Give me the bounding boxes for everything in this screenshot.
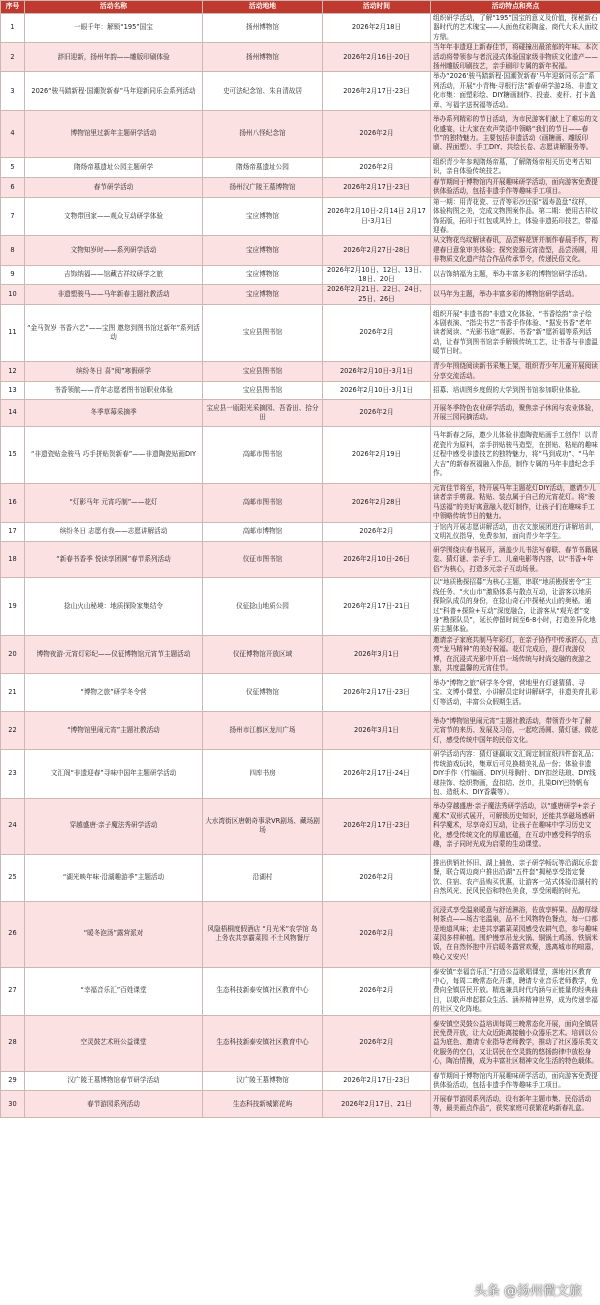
table-row xyxy=(1,197,600,236)
activity-time: 2026年2月18日 xyxy=(323,14,431,43)
activity-description: 举办“2026‘骏马踏新程·国潮贺新春’马年迎新同乐会”系列活动，开展“小青梅·寻根行法”新春研学游2场、非遗文化市集：面塑彩绘、DIY糖画制作、投壶、麦秆、打卡盖章、写福字送祝福等活动。 xyxy=(431,72,600,111)
activity-name: 2026“骏马踏新程·国潮贺新春”马年迎新同乐会系列活动 xyxy=(25,72,203,111)
watermark: 头条 @扬州微文旅 xyxy=(473,1284,582,1299)
header-name: 活动名称 xyxy=(25,1,203,14)
row-number: 22 xyxy=(1,712,25,750)
table-row xyxy=(1,265,600,285)
activity-time: 2026年2月17日-23日 xyxy=(323,1071,431,1091)
activity-description: 青少年围绕阅读新书采集上架，组织青少年儿童开展阅读分享交流活动。 xyxy=(431,362,600,382)
activity-time: 2026年2月17日-24日 xyxy=(323,750,431,798)
activity-time: 2026年2月10日-3月1日 xyxy=(323,362,431,382)
row-number: 14 xyxy=(1,399,25,426)
activity-description: 以“地质勘探招募”为核心主题，串联“地质勘探密令”主线任务、“火山市”激励体系与散点互动，让游客以地质探险队成员的身份，在捻山奇石中探秘火山的奥秘。通过“科普+探险+互动”深度融合，让游客从“观光者”变身“勘探队员”，延长停留时间至6-8小时，打造差异化地质主题体验。 xyxy=(431,578,600,635)
activity-place: 生态科技新城繁花屿 xyxy=(203,1091,323,1118)
activity-name: “暖冬泡汤”露营派对 xyxy=(25,901,203,967)
activity-description: 泰安镇空灵鼓公益培训每周三晚常态化开展，面向全镇居民免费开放，让大众近距离接触小众器乐艺术。培训以公益为底色、邀请专业指导老师教学，推动了社区器乐类文化服务的空白，又让居民在空灵鼓的悠扬韵律中放松身心，陶冶情操，成为丰富社区精神文化生活的特色载体。 xyxy=(431,1015,600,1071)
table-row xyxy=(1,1015,600,1071)
header-place: 活动地地 xyxy=(203,1,323,14)
activity-time: 2026年3月1日 xyxy=(323,635,431,674)
table-row xyxy=(1,854,600,901)
activity-description: 以马年为主题，举办丰富多彩的博物馆研学活动。 xyxy=(431,285,600,305)
activity-place: 高邮市图书馆 xyxy=(203,426,323,483)
activity-name: 隋炀帝墓遗址公园主题研学 xyxy=(25,158,203,178)
activity-description: 举办“博物馆里闹元宵”主题社教活动，带领青少年了解元宵节的来历、发展及习俗，一起吃汤圆、猜灯谜、做花灯，感受传统中国年的民俗文化。 xyxy=(431,712,600,750)
activity-place: 生态科技新泰安镇社区教育中心 xyxy=(203,1015,323,1071)
table-row xyxy=(1,72,600,111)
activity-name: “灯影马年 元宵巧制”——花灯 xyxy=(25,483,203,522)
activity-time: 2026年2月21日、22日、24日、25日、26日 xyxy=(323,285,431,305)
row-number: 28 xyxy=(1,1015,25,1071)
activity-time: 2026年2月27日-28日 xyxy=(323,236,431,265)
activity-name: 书香领航——青年志愿者图书馆职业体验 xyxy=(25,381,203,399)
activity-place: 宝应博物馆 xyxy=(203,236,323,265)
activity-time: 2026年2月17日-23日 xyxy=(323,798,431,854)
activity-description: 从文物花鸟纹解读春讯，品尝鲜花饼并制作春晨手作，构建春日意象审美体验；探究瓷器元宵造型，品尝汤圆，用非物质文化遗产结合作品传承节令，传递民俗文化。 xyxy=(431,236,600,265)
table-row xyxy=(1,522,600,542)
header-desc: 活动特点和亮点 xyxy=(431,1,600,14)
activity-place: 史可法纪念馆、朱自清故居 xyxy=(203,72,323,111)
activity-name: 文汇阁“非遗迎春”寻味中国年主题研学活动 xyxy=(25,750,203,798)
row-number: 24 xyxy=(1,798,25,854)
activity-description: 组织研学活动，了解“195”国宝的意义及价值，探秘新石器时代的艺术瑰宝——人面鱼纹彩陶盆、商代大禾人面纹方鼎。 xyxy=(431,14,600,43)
header-time: 活动时间 xyxy=(323,1,431,14)
row-number: 26 xyxy=(1,901,25,967)
activity-place: 仪征博物馆 xyxy=(203,674,323,712)
activity-description: 组织青少年参观隋炀帝墓，了解隋炀帝相关历史考古知识，亲自体验传统技艺。 xyxy=(431,158,600,178)
activity-place: 扬州博物馆 xyxy=(203,43,323,72)
activity-place: 生态科技新泰安镇社区教育中心 xyxy=(203,967,323,1015)
activity-place: 四库书房 xyxy=(203,750,323,798)
activity-name: 非遗塑骏马——马年新春主题社教活动 xyxy=(25,285,203,305)
table-row xyxy=(1,362,600,382)
activity-name: “非遗瓷贴金骏马 巧手拼贴贺新春”——非遗陶瓷贴画DIY xyxy=(25,426,203,483)
activity-time: 2026年2月17日-21日 xyxy=(323,578,431,635)
activity-time: 2026年3月1日 xyxy=(323,712,431,750)
activity-time: 2026年2月 xyxy=(323,854,431,901)
activity-description: 研学活动内容：猜灯谜赢取文汇阁定制宣纸四件套礼品；传统游戏玩转，集章后可兑换精美礼品一份；体验非遗DIY手作（竹编画、DIY贝母胸针、DIY扣丝珐琅、DIY线球挂饰、绘织物画，盘扣结、丝巾，扎染DIY巴特帆布包、造纸木、DIY香囊等）。 xyxy=(431,750,600,798)
activity-time: 2026年2月 xyxy=(323,967,431,1015)
activity-place: 隋炀帝墓遗址公园 xyxy=(203,158,323,178)
table-row xyxy=(1,285,600,305)
activity-place: 扬州博物馆 xyxy=(203,14,323,43)
row-number: 30 xyxy=(1,1091,25,1118)
activity-place: 汉广陵王墓博物馆 xyxy=(203,1071,323,1091)
activity-name: 缤纷冬日 喜“阅”寒假研学 xyxy=(25,362,203,382)
activity-description: 研学围绕庆春书展开，涵盖少儿书法写春联、春节书籍展览、猜灯谜、亲子手工、儿童电影等内容，以“书香+年俗”为核心，打造多元亲子互动场景。 xyxy=(431,542,600,578)
activity-time: 2026年2月 xyxy=(323,522,431,542)
activity-description: 沉浸式享受温泉暖意与舒适淋浴，佐放享鲜果、品醇厚绿树茶点——场古宅温泉，品不土风物特色餐点，每一口都是地道风味；走进共享霸菜菜园感受农耕气息，参与趣味菜园多样种植。围炉慢享吊龙火锅、铜锅土鸡汤、铁锅米饭，在自然怀抱中开启暖冬露营欢聚，逃离城市的喧嚣，唤心又安兴！ xyxy=(431,901,600,967)
activity-name: “湖光映年味·沿湖趣游季”主题活动 xyxy=(25,854,203,901)
activity-place: 仪征捻山地质公园 xyxy=(203,578,323,635)
activity-place: 扬州市江都区龙川广场 xyxy=(203,712,323,750)
row-number: 19 xyxy=(1,578,25,635)
activity-name: “金马贺岁 书香六艺”——宝图 邀您到图书馆过新年”系列活动 xyxy=(25,305,203,362)
activity-name: 博物夜游·元宵灯彩纪——仪征博物馆元宵节主题活动 xyxy=(25,635,203,674)
activity-place: 风隐梧桐度假酒店 “月光米”农学馆 岛上务农共享霸菜园 不土风物餐厅 xyxy=(203,901,323,967)
activity-place: 扬州汉广陵王墓博物馆 xyxy=(203,177,323,197)
activity-place: 仪征市图书馆 xyxy=(203,542,323,578)
activity-name: 缤纷冬日 志愿有我——志愿讲解活动 xyxy=(25,522,203,542)
activity-time: 2026年2月10日、12日、13日、18日、20日 xyxy=(323,265,431,285)
activity-description: 开展冬季特色农业研学活动，聚焦亲子休闲与农业体验，开展三园同摘活动。 xyxy=(431,399,600,426)
row-number: 20 xyxy=(1,635,25,674)
activity-time: 2026年2月 xyxy=(323,1015,431,1071)
activity-description: 以吉饰纳福为主题，举办丰富多彩的博物馆研学活动。 xyxy=(431,265,600,285)
activity-name: 冬季草莓采摘季 xyxy=(25,399,203,426)
activity-place: 宝应县图书馆 xyxy=(203,362,323,382)
activity-name: 博物馆里过新年主题研学活动 xyxy=(25,111,203,158)
row-number: 6 xyxy=(1,177,25,197)
activity-description: 推出供销社怀旧、湖上捕鱼、亲子研学畅玩等沿湖玩乐套餐，联合周边商户推出沿湖“五件套”揭秘享受指定餐饮、住宿、农产品购买优惠，让游客一站式体验沿湖村的自然风光、民风民俗和特色美食，享受闲暇的时光。 xyxy=(431,854,600,901)
table-row xyxy=(1,483,600,522)
row-number: 10 xyxy=(1,285,25,305)
activity-description: 于馆内开展志愿讲解活动，由衣文旅展团进行讲解培训，文明礼仪指导，免费参加，面向青少年学生。 xyxy=(431,522,600,542)
activity-time: 2026年2月17日-23日 xyxy=(323,674,431,712)
table-row xyxy=(1,750,600,798)
table-row xyxy=(1,1091,600,1118)
activity-description: 第一期：用青花瓷、豆青等彩沙还原“福寿盈盘”纹样，体验构图之美，完成文物图案作品。第二期：使用古祥纹饰拓版，拓印于红包或风铃上，体验非遗拓印技艺，带福迎春。 xyxy=(431,197,600,236)
activity-name: “博物之旅”研学冬令营 xyxy=(25,674,203,712)
table-row xyxy=(1,111,600,158)
activity-description: 举办系列精彩的节日活动，为市民游客们献上了难忘的文化盛宴，让大家在欢声笑语中领略“我们的节日——春节”的独特魅力。主要包括非遗活动（画糖画、雕版印刷、捏面塑）、手工DIY、共绘长卷、志愿讲解服务等。 xyxy=(431,111,600,158)
activity-name: “新春书香季 悦读享团圆”春节系列活动 xyxy=(25,542,203,578)
activity-time: 2026年2月 xyxy=(323,399,431,426)
activity-name: 穿越盛唐·亲子魔法秀研学活动 xyxy=(25,798,203,854)
activity-time: 2026年2月 xyxy=(323,158,431,178)
table-row xyxy=(1,542,600,578)
activity-name: 文物带回家——观众互动研学体验 xyxy=(25,197,203,236)
table-row xyxy=(1,901,600,967)
activity-time: 2026年2月10日-2月14日 2月17日-3月1日 xyxy=(323,197,431,236)
activity-description: 开展春节游园系列活动，设有新年主题市集、民俗活动等，最美画点作品”，获奖家庭可获繁花屿新春礼盒。 xyxy=(431,1091,600,1118)
activity-time: 2026年2月17日-23日 xyxy=(323,177,431,197)
row-number: 11 xyxy=(1,305,25,362)
table-row xyxy=(1,635,600,674)
activity-place: 高邮市博物馆 xyxy=(203,522,323,542)
activity-description: 当年年非遗迎上新春佳节，将碰撞出最浓郁的年味。本次活动将带领参与者沉浸式体验国家级非物质文化遗产——扬州雕版印刷技艺，亲手刷印专属的新年祝福。 xyxy=(431,43,600,72)
activity-place: 宝应县一瓯阳光采摘园、吾香田、拾分田 xyxy=(203,399,323,426)
activity-time: 2026年2月10日-3月1日 xyxy=(323,381,431,399)
table-row xyxy=(1,305,600,362)
activity-name: “博物馆里闹元宵”主题社教活动 xyxy=(25,712,203,750)
table-row xyxy=(1,578,600,635)
activity-name: 捻山火山秘境：地质探险家集结令 xyxy=(25,578,203,635)
activity-description: 组织开展“非遗书韵”非遗文化体验、“书香绘韵”亲子绘本剧表演、“指尖书艺”书香手作体验、“据发书香”老年读者阅读、“光影书途”观影、书香“新”愿祈福等系列活动，让春节到图书馆亲手解锁传统工艺，让书香与非遗温暖节日时。 xyxy=(431,305,600,362)
table-row xyxy=(1,967,600,1015)
row-number: 2 xyxy=(1,43,25,72)
activity-description: 春节期间于博物馆内开展趣味研学活动，面向游客免费提供体验活动，包括非遗手作等趣味手工项目。 xyxy=(431,177,600,197)
activity-place: 宝应县图书馆 xyxy=(203,381,323,399)
activity-name: 春节游园系列活动 xyxy=(25,1091,203,1118)
row-number: 29 xyxy=(1,1071,25,1091)
activity-name: 空灵鼓艺术班公益课堂 xyxy=(25,1015,203,1071)
table-row xyxy=(1,158,600,178)
activity-name: “幸福音乐汇”百姓课堂 xyxy=(25,967,203,1015)
activity-name: 汉广陵王墓博物馆春节研学活动 xyxy=(25,1071,203,1091)
activity-time: 2026年2月10日-26日 xyxy=(323,542,431,578)
row-number: 8 xyxy=(1,236,25,265)
activity-place: 沿湖村 xyxy=(203,854,323,901)
activity-time: 2026年2月 xyxy=(323,111,431,158)
table-row xyxy=(1,177,600,197)
row-number: 21 xyxy=(1,674,25,712)
activity-place: 仪征博物馆开放区域 xyxy=(203,635,323,674)
row-number: 15 xyxy=(1,426,25,483)
table-row xyxy=(1,14,600,43)
activity-time: 2026年2月17日、21日 xyxy=(323,1091,431,1118)
activity-place: 扬州八怪纪念馆 xyxy=(203,111,323,158)
row-number: 5 xyxy=(1,158,25,178)
table-header-row xyxy=(1,1,600,14)
row-number: 23 xyxy=(1,750,25,798)
row-number: 9 xyxy=(1,265,25,285)
row-number: 27 xyxy=(1,967,25,1015)
table-row xyxy=(1,43,600,72)
table-row xyxy=(1,674,600,712)
activity-description: 举办“博物之旅”研学冬令营，营地里有灯谜猜猜、寻宝、文博小课堂、小讲解员定时讲解研学，非遗美育扎彩灯等活动，丰富公众假期生活。 xyxy=(431,674,600,712)
activity-place: 宝应博物馆 xyxy=(203,197,323,236)
activity-place: 高邮市图书馆 xyxy=(203,483,323,522)
table-row xyxy=(1,1071,600,1091)
table-row xyxy=(1,798,600,854)
table-row xyxy=(1,399,600,426)
row-number: 25 xyxy=(1,854,25,901)
table-body xyxy=(1,14,600,1118)
row-number: 16 xyxy=(1,483,25,522)
activity-name: 一眼千年：解锁“195”国宝 xyxy=(25,14,203,43)
header-no: 序号 xyxy=(1,1,25,14)
row-number: 17 xyxy=(1,522,25,542)
row-number: 4 xyxy=(1,111,25,158)
activity-description: 举办穿越盛唐·亲子魔法秀研学活动，以“盛唐研学+亲子魔术”双形式展开，可解锁历史知识，还能共享磁场感研科学魔术，尽享奇幻互动，让孩子在趣味中学习历史文化，感受传统文化的厚重底蕴，在互动中感受科学的乐趣，亲子同时光成为启蒙的生动课堂。 xyxy=(431,798,600,854)
row-number: 1 xyxy=(1,14,25,43)
activity-description: 马年新春之际，邀少儿体验非遗陶瓷贴画手工创作！以青花瓷片为原料，亲手拼贴骏马造型，在拼贴、粘贴的趣味过程中感受非遗技艺的独特魅力，将“马到成功”、“马年大吉”的新春祝福融入作品，制作专属的马年非遗纪念手作。 xyxy=(431,426,600,483)
table-row xyxy=(1,236,600,265)
activity-description: 招募、培训图乡度假的大学到图书馆参加职业体验。 xyxy=(431,381,600,399)
activity-place: 大水湾街区唐朝奇事录VR剧场、藏场剧场 xyxy=(203,798,323,854)
activity-place: 宝应县图书馆 xyxy=(203,305,323,362)
table-row xyxy=(1,712,600,750)
activity-name: 文物知岁时——系列研学活动 xyxy=(25,236,203,265)
activity-place: 宝应博物馆 xyxy=(203,285,323,305)
activity-time: 2026年2月 xyxy=(323,901,431,967)
activity-description: 元宵佳节将至，特开展马年主题花灯DIY活动，邀请少儿读者亲手剪裁、粘贴、装点属于自己的元宵花灯。将“骏马送福”的美好寓意融入花灯制作，让孩子们在趣味手工中领略传统节日的魅力。 xyxy=(431,483,600,522)
row-number: 12 xyxy=(1,362,25,382)
activity-time: 2026年2月19日 xyxy=(323,426,431,483)
activity-time: 2026年2月28日 xyxy=(323,483,431,522)
row-number: 18 xyxy=(1,542,25,578)
activity-time: 2026年2月16日-20日 xyxy=(323,43,431,72)
row-number: 7 xyxy=(1,197,25,236)
activity-description: 泰安镇“幸福音乐汇”打造公益歌唱课堂，落地社区教育中心，每周二晚常态化开课，聘请专业音乐老师教学，免费向全镇居民开放。精选兼具时代内涵与正能量的经典曲目，以歌声串起群众生活、涵养精神世界，成为传递幸福的社区文化阵地。 xyxy=(431,967,600,1015)
activity-name: 吉饰纳福——馆藏古祥纹研学之旅 xyxy=(25,265,203,285)
activity-description: 邀请亲子家庭共制马年彩灯，在亲子协作中传承匠心，点亮“龙马精神”的美好祝福。花灯完成后，提灯夜游仪博，在沉浸式光影中开启一场传统与时尚交融的夜游之旅，共度温馨的元宵佳节。 xyxy=(431,635,600,674)
activity-place: 宝应博物馆 xyxy=(203,265,323,285)
row-number: 3 xyxy=(1,72,25,111)
activity-description: 春节期间于博物馆内开展趣味研学活动，面向游客免费提供体验活动，包括非遗手作等趣味手工项目。 xyxy=(431,1071,600,1091)
activity-time: 2026年2月 xyxy=(323,305,431,362)
activity-name: 春节研学活动 xyxy=(25,177,203,197)
table-row xyxy=(1,426,600,483)
table-row xyxy=(1,381,600,399)
row-number: 13 xyxy=(1,381,25,399)
activity-time: 2026年2月17日-23日 xyxy=(323,72,431,111)
activity-name: 辞旧迎新，扬州年韵——雕版印刷体验 xyxy=(25,43,203,72)
